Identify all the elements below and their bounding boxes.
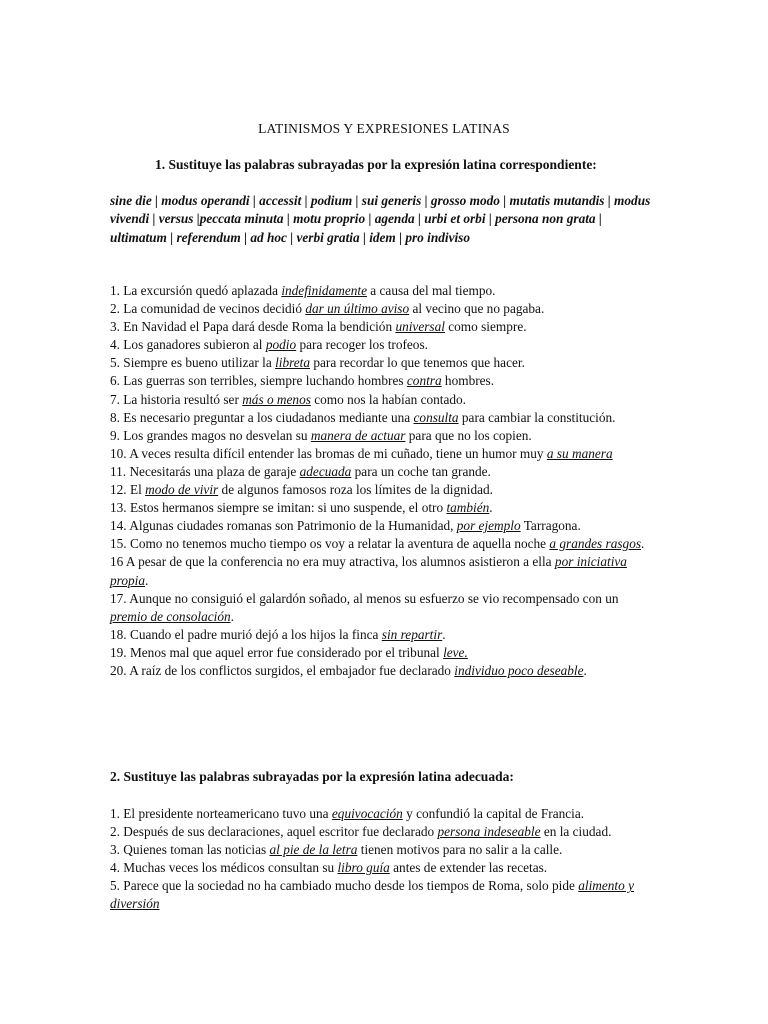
underlined-phrase: a grandes rasgos xyxy=(549,536,642,552)
underlined-phrase: también xyxy=(446,500,490,516)
underlined-phrase: libro guía xyxy=(337,860,390,876)
list-item: 13. Estos hermanos siempre se imitan: si uno suspende, el otro también. xyxy=(110,500,493,516)
list-item: 19. Menos mal que aquel error fue considerado por el tribunal leve. xyxy=(110,644,468,660)
page-title: LATINISMOS Y EXPRESIONES LATINAS xyxy=(258,121,510,136)
section2-heading: 2. Sustituye las palabras subrayadas por la expresión latina adecuada: xyxy=(110,769,514,784)
underlined-phrase: manera de actuar xyxy=(310,427,406,443)
list-item: 2. La comunidad de vecinos decidió dar un último aviso al vecino que no pagaba. xyxy=(110,301,545,317)
section2-list xyxy=(110,805,658,914)
underlined-phrase: modo de vivir xyxy=(145,482,219,498)
list-item: 11. Necesitarás una plaza de garaje adecuada para un coche tan grande. xyxy=(110,463,491,479)
list-item: 3. En Navidad el Papa dará desde Roma la bendición universal como siempre. xyxy=(110,319,527,335)
list-item: 17. Aunque no consiguió el galardón soñado, al menos su esfuerzo se vio recompensado con un premio de consolación. xyxy=(110,590,619,624)
underlined-phrase: adecuada xyxy=(299,463,352,479)
list-item: 3. Quienes toman las noticias al pie de la letra tienen motivos para no salir a la calle. xyxy=(110,842,563,858)
list-item: 12. El modo de vivir de algunos famosos roza los límites de la dignidad. xyxy=(110,482,493,498)
list-item: 8. Es necesario preguntar a los ciudadanos mediante una consulta para cambiar la constitución. xyxy=(110,409,616,425)
underlined-phrase: a su manera xyxy=(546,445,613,461)
underlined-phrase: equivocación xyxy=(331,806,403,821)
underlined-phrase: premio de consolación xyxy=(110,608,231,624)
underlined-phrase: alimento y diversión xyxy=(110,878,634,912)
underlined-phrase: indefinidamente xyxy=(281,283,367,298)
underlined-phrase: universal xyxy=(395,319,445,335)
list-item: 9. Los grandes magos no desvelan su manera de actuar para que no los copien. xyxy=(110,427,532,443)
list-item: 1. El presidente norteamericano tuvo una equivocación y confundió la capital de Francia. xyxy=(110,806,585,821)
list-item: 10. A veces resulta difícil entender las bromas de mi cuñado, tiene un humor muy a su manera xyxy=(110,445,613,461)
underlined-phrase: leve. xyxy=(443,644,468,660)
list-item: 18. Cuando el padre murió dejó a los hijos la finca sin repartir. xyxy=(110,626,446,642)
list-item: 5. Siempre es bueno utilizar la libreta para recordar lo que tenemos que hacer. xyxy=(110,355,525,371)
list-item: 16 A pesar de que la conferencia no era muy atractiva, los alumnos asistieron a ella por iniciativa propia. xyxy=(110,554,627,588)
underlined-phrase: dar un último aviso xyxy=(305,301,410,317)
latin-options-list: sine die | modus operandi | accessit | podium | sui generis | grosso modo | mutatis mutandis | modus vivendi | versus |peccata minuta | motu proprio | agenda | urbi et orbi | persona non grata | ultimatum | referendum | ad hoc | verbi gratia | idem | pro indiviso xyxy=(110,193,651,245)
list-item: 15. Como no tenemos mucho tiempo os voy a relatar la aventura de aquella noche a grandes rasgos. xyxy=(110,536,645,552)
section1-heading: 1. Sustituye las palabras subrayadas por la expresión latina correspondiente: xyxy=(155,157,597,172)
list-item: 4. Muchas veces los médicos consultan su libro guía antes de extender las recetas. xyxy=(110,860,548,876)
underlined-phrase: sin repartir xyxy=(381,626,443,642)
list-item: 7. La historia resultó ser más o menos como nos la habían contado. xyxy=(110,391,466,407)
list-item: 5. Parece que la sociedad no ha cambiado mucho desde los tiempos de Roma, solo pide alimento y diversión xyxy=(110,878,634,912)
section1-list xyxy=(110,282,658,680)
underlined-phrase: por ejemplo xyxy=(456,518,521,534)
list-item: 4. Los ganadores subieron al podio para recoger los trofeos. xyxy=(110,337,428,353)
list-item: 2. Después de sus declaraciones, aquel escritor fue declarado persona indeseable en la ciudad. xyxy=(110,824,612,840)
list-item: 14. Algunas ciudades romanas son Patrimonio de la Humanidad, por ejemplo Tarragona. xyxy=(110,518,581,534)
underlined-phrase: más o menos xyxy=(242,391,311,407)
underlined-phrase: individuo poco deseable xyxy=(454,662,584,678)
underlined-phrase: por iniciativa propia xyxy=(110,554,627,588)
underlined-phrase: consulta xyxy=(413,409,459,425)
underlined-phrase: persona indeseable xyxy=(437,824,541,840)
underlined-phrase: al pie de la letra xyxy=(269,842,358,858)
underlined-phrase: podio xyxy=(265,337,297,353)
list-item: 1. La excursión quedó aplazada indefinidamente a causa del mal tiempo. xyxy=(110,283,496,298)
list-item: 20. A raíz de los conflictos surgidos, el embajador fue declarado individuo poco deseable. xyxy=(110,662,587,678)
underlined-phrase: contra xyxy=(406,373,442,389)
underlined-phrase: libreta xyxy=(275,355,311,371)
list-item: 6. Las guerras son terribles, siempre luchando hombres contra hombres. xyxy=(110,373,495,389)
